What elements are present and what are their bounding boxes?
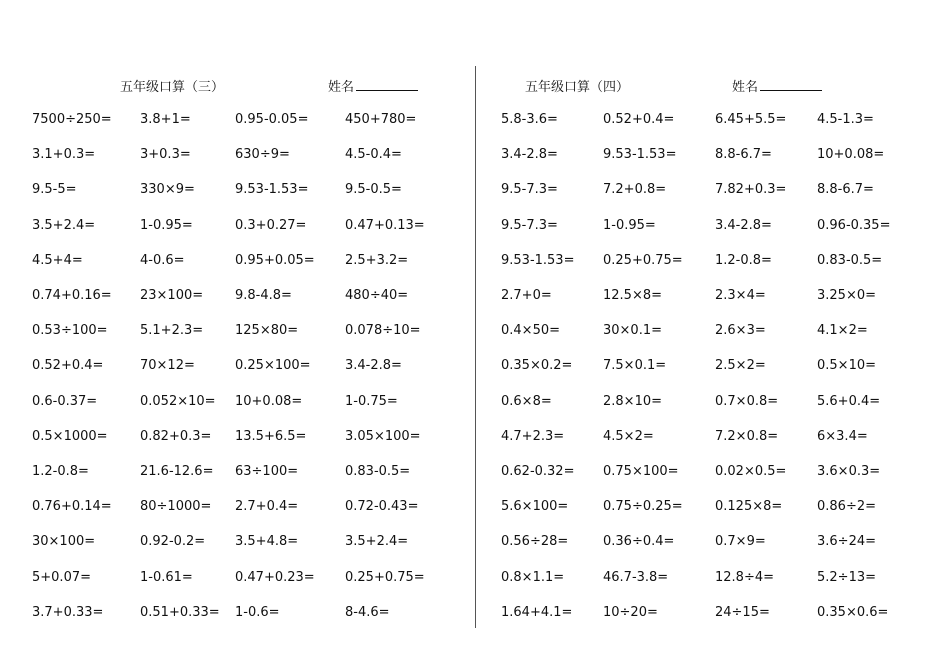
arithmetic-problem: 125×80= <box>235 323 299 339</box>
arithmetic-problem: 7.2×0.8= <box>715 428 779 444</box>
arithmetic-problem: 0.6-0.37= <box>32 393 98 409</box>
arithmetic-problem: 70×12= <box>140 358 195 374</box>
arithmetic-problem: 480÷40= <box>345 288 409 303</box>
problem-row <box>477 286 950 306</box>
arithmetic-problem: 2.7+0= <box>501 288 552 303</box>
arithmetic-problem: 6×3.4= <box>817 428 868 444</box>
arithmetic-problem: 5+0.07= <box>32 569 92 585</box>
arithmetic-problem: 7.82+0.3= <box>715 182 787 198</box>
arithmetic-problem: 0.72-0.43= <box>345 499 419 515</box>
problem-row <box>0 216 475 236</box>
arithmetic-problem: 10+0.08= <box>235 393 303 409</box>
problem-row <box>0 532 475 552</box>
problem-row <box>0 392 475 412</box>
name-blank-line[interactable] <box>760 78 822 91</box>
arithmetic-problem: 0.4×50= <box>501 323 561 339</box>
arithmetic-problem: 0.95+0.05= <box>235 252 315 268</box>
arithmetic-problem: 5.6+0.4= <box>817 393 881 409</box>
arithmetic-problem: 9.53-1.53= <box>501 252 575 268</box>
arithmetic-problem: 0.83-0.5= <box>817 252 883 268</box>
arithmetic-problem: 2.5+3.2= <box>345 252 409 268</box>
problem-row <box>477 216 950 236</box>
arithmetic-problem: 0.7×0.8= <box>715 393 779 409</box>
arithmetic-problem: 3.6÷24= <box>817 534 877 550</box>
problem-row <box>477 321 950 341</box>
arithmetic-problem: 1-0.95= <box>603 217 656 233</box>
arithmetic-problem: 8.8-6.7= <box>817 182 874 198</box>
problem-row <box>477 497 950 517</box>
arithmetic-problem: 9.8-4.8= <box>235 288 292 303</box>
worksheet-right <box>477 0 950 672</box>
arithmetic-problem: 3.5+2.4= <box>345 534 409 550</box>
problem-row <box>0 180 475 200</box>
problem-row <box>477 568 950 588</box>
problem-row <box>0 286 475 306</box>
arithmetic-problem: 1.2-0.8= <box>32 464 89 479</box>
worksheet-title: 五年级口算（四） <box>525 80 630 95</box>
arithmetic-problem: 2.8×10= <box>603 393 663 409</box>
arithmetic-problem: 0.052×10= <box>140 393 216 409</box>
arithmetic-problem: 5.8-3.6= <box>501 112 558 127</box>
problem-row <box>477 392 950 412</box>
problem-row <box>477 145 950 165</box>
arithmetic-problem: 7500÷250= <box>32 112 112 127</box>
arithmetic-problem: 12.5×8= <box>603 288 663 303</box>
arithmetic-problem: 630÷9= <box>235 147 290 163</box>
arithmetic-problem: 0.6×8= <box>501 393 552 409</box>
arithmetic-problem: 3.8+1= <box>140 112 191 127</box>
arithmetic-problem: 0.47+0.23= <box>235 569 315 585</box>
arithmetic-problem: 0.02×0.5= <box>715 464 787 479</box>
arithmetic-problem: 46.7-3.8= <box>603 569 669 585</box>
arithmetic-problem: 1.64+4.1= <box>501 604 573 620</box>
arithmetic-problem: 0.35×0.2= <box>501 358 573 374</box>
arithmetic-problem: 80÷1000= <box>140 499 212 515</box>
arithmetic-problem: 1-0.61= <box>140 569 193 585</box>
arithmetic-problem: 23×100= <box>140 288 204 303</box>
arithmetic-problem: 0.51+0.33= <box>140 604 220 620</box>
arithmetic-problem: 0.76+0.14= <box>32 499 112 515</box>
arithmetic-problem: 30×0.1= <box>603 323 663 339</box>
arithmetic-problem: 0.25+0.75= <box>345 569 425 585</box>
arithmetic-problem: 3.5+4.8= <box>235 534 299 550</box>
arithmetic-problem: 2.7+0.4= <box>235 499 299 515</box>
arithmetic-problem: 4.5+4= <box>32 252 83 268</box>
arithmetic-problem: 0.82+0.3= <box>140 428 212 444</box>
problem-row <box>477 110 950 130</box>
name-label: 姓名 <box>732 80 759 95</box>
problem-row <box>477 462 950 482</box>
arithmetic-problem: 3.4-2.8= <box>345 358 402 374</box>
problem-row <box>477 532 950 552</box>
arithmetic-problem: 330×9= <box>140 182 195 198</box>
arithmetic-problem: 3+0.3= <box>140 147 191 163</box>
name-field[interactable] <box>732 76 822 95</box>
arithmetic-problem: 9.53-1.53= <box>603 147 677 163</box>
problem-row <box>0 497 475 517</box>
problem-row <box>0 603 475 623</box>
arithmetic-problem: 0.25+0.75= <box>603 252 683 268</box>
arithmetic-problem: 0.52+0.4= <box>603 112 675 127</box>
arithmetic-problem: 0.75÷0.25= <box>603 499 683 515</box>
arithmetic-problem: 0.95-0.05= <box>235 112 309 127</box>
arithmetic-problem: 3.7+0.33= <box>32 604 104 620</box>
arithmetic-problem: 450+780= <box>345 112 417 127</box>
arithmetic-problem: 8-4.6= <box>345 604 390 620</box>
name-blank-line[interactable] <box>356 78 418 91</box>
problem-row <box>0 356 475 376</box>
arithmetic-problem: 9.53-1.53= <box>235 182 309 198</box>
arithmetic-problem: 0.83-0.5= <box>345 464 411 479</box>
arithmetic-problem: 3.4-2.8= <box>501 147 558 163</box>
arithmetic-problem: 0.62-0.32= <box>501 464 575 479</box>
arithmetic-problem: 2.3×4= <box>715 288 766 303</box>
name-label: 姓名 <box>328 80 355 95</box>
arithmetic-problem: 1-0.75= <box>345 393 398 409</box>
arithmetic-problem: 4.5×2= <box>603 428 654 444</box>
arithmetic-problem: 10+0.08= <box>817 147 885 163</box>
problem-row <box>477 180 950 200</box>
arithmetic-problem: 3.5+2.4= <box>32 217 96 233</box>
arithmetic-problem: 0.25×100= <box>235 358 311 374</box>
arithmetic-problem: 0.86÷2= <box>817 499 877 515</box>
arithmetic-problem: 0.078÷10= <box>345 323 421 339</box>
arithmetic-problem: 4.5-0.4= <box>345 147 402 163</box>
arithmetic-problem: 9.5-7.3= <box>501 182 558 198</box>
arithmetic-problem: 9.5-5= <box>32 182 77 198</box>
arithmetic-problem: 3.25×0= <box>817 288 877 303</box>
arithmetic-problem: 0.35×0.6= <box>817 604 889 620</box>
arithmetic-problem: 7.5×0.1= <box>603 358 667 374</box>
arithmetic-problem: 4.1×2= <box>817 323 868 339</box>
problem-row <box>477 251 950 271</box>
arithmetic-problem: 0.52+0.4= <box>32 358 104 374</box>
problem-row <box>0 321 475 341</box>
arithmetic-problem: 4-0.6= <box>140 252 185 268</box>
problem-row <box>0 568 475 588</box>
problem-row <box>0 251 475 271</box>
arithmetic-problem: 10÷20= <box>603 604 658 620</box>
arithmetic-problem: 0.5×10= <box>817 358 877 374</box>
problem-row <box>477 603 950 623</box>
arithmetic-problem: 0.96-0.35= <box>817 217 891 233</box>
arithmetic-problem: 6.45+5.5= <box>715 112 787 127</box>
arithmetic-problem: 0.125×8= <box>715 499 783 515</box>
arithmetic-problem: 13.5+6.5= <box>235 428 307 444</box>
arithmetic-problem: 0.3+0.27= <box>235 217 307 233</box>
arithmetic-problem: 63÷100= <box>235 464 299 479</box>
arithmetic-problem: 0.53÷100= <box>32 323 108 339</box>
arithmetic-problem: 0.5×1000= <box>32 428 108 444</box>
arithmetic-problem: 0.8×1.1= <box>501 569 565 585</box>
arithmetic-problem: 5.2÷13= <box>817 569 877 585</box>
page-divider <box>475 66 476 628</box>
arithmetic-problem: 0.92-0.2= <box>140 534 206 550</box>
arithmetic-problem: 0.47+0.13= <box>345 217 425 233</box>
arithmetic-problem: 0.7×9= <box>715 534 766 550</box>
arithmetic-problem: 30×100= <box>32 534 96 550</box>
arithmetic-problem: 9.5-7.3= <box>501 217 558 233</box>
arithmetic-problem: 5.6×100= <box>501 499 569 515</box>
arithmetic-problem: 3.05×100= <box>345 428 421 444</box>
arithmetic-problem: 3.4-2.8= <box>715 217 772 233</box>
arithmetic-problem: 0.75×100= <box>603 464 679 479</box>
arithmetic-problem: 9.5-0.5= <box>345 182 402 198</box>
problem-row <box>0 427 475 447</box>
arithmetic-problem: 5.1+2.3= <box>140 323 204 339</box>
arithmetic-problem: 0.36÷0.4= <box>603 534 675 550</box>
arithmetic-problem: 2.5×2= <box>715 358 766 374</box>
name-field[interactable] <box>328 76 418 95</box>
arithmetic-problem: 0.74+0.16= <box>32 288 112 303</box>
arithmetic-problem: 4.7+2.3= <box>501 428 565 444</box>
arithmetic-problem: 2.6×3= <box>715 323 766 339</box>
problem-row <box>477 356 950 376</box>
arithmetic-problem: 24÷15= <box>715 604 770 620</box>
arithmetic-problem: 7.2+0.8= <box>603 182 667 198</box>
arithmetic-problem: 3.6×0.3= <box>817 464 881 479</box>
arithmetic-problem: 1.2-0.8= <box>715 252 772 268</box>
worksheet-title: 五年级口算（三） <box>120 80 225 95</box>
arithmetic-problem: 3.1+0.3= <box>32 147 96 163</box>
problem-row <box>0 462 475 482</box>
arithmetic-problem: 12.8÷4= <box>715 569 775 585</box>
arithmetic-problem: 1-0.95= <box>140 217 193 233</box>
arithmetic-problem: 21.6-12.6= <box>140 464 214 479</box>
problem-row <box>0 145 475 165</box>
arithmetic-problem: 4.5-1.3= <box>817 112 874 127</box>
problem-row <box>0 110 475 130</box>
arithmetic-problem: 1-0.6= <box>235 604 280 620</box>
arithmetic-problem: 0.56÷28= <box>501 534 569 550</box>
problem-row <box>477 427 950 447</box>
arithmetic-problem: 8.8-6.7= <box>715 147 772 163</box>
